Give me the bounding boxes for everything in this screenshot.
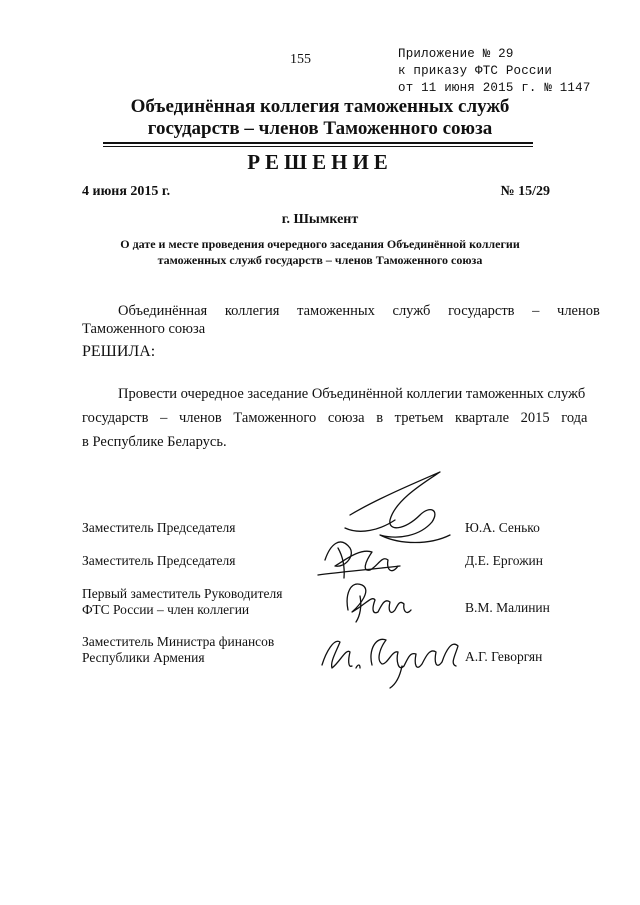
signature-ergozhin bbox=[318, 542, 400, 578]
organization-name-line: государств – членов Таможенного союза bbox=[147, 118, 493, 139]
document-title: РЕШЕНИЕ bbox=[247, 150, 393, 174]
annex-line: Приложение № 29 bbox=[398, 47, 514, 61]
signatory-name: Ю.А. Сенько bbox=[465, 520, 540, 535]
position-line: Заместитель Председателя bbox=[82, 520, 236, 535]
decision-date: 4 июня 2015 г. bbox=[82, 184, 171, 199]
body-paragraph-line: Объединённая коллегия таможенных служб государств – членов bbox=[118, 303, 600, 319]
signatory-name: А.Г. Геворгян bbox=[465, 649, 543, 664]
subject-line: О дате и месте проведения очередного заседания Объединённой коллегии bbox=[120, 237, 520, 251]
annex-line: к приказу ФТС России bbox=[398, 64, 553, 78]
position-line: ФТС России – член коллегии bbox=[82, 602, 250, 617]
decision-number: № 15/29 bbox=[500, 184, 550, 199]
signatory-name: Д.Е. Ергожин bbox=[465, 553, 543, 568]
signature-gevorgyan bbox=[322, 639, 458, 688]
position-line: Заместитель Председателя bbox=[82, 553, 236, 568]
page-number: 155 bbox=[290, 52, 311, 67]
body-paragraph-line: в Республике Беларусь. bbox=[82, 434, 227, 450]
resolved-heading: РЕШИЛА: bbox=[82, 343, 156, 360]
signature-senko bbox=[345, 472, 450, 543]
organization-name-line: Объединённая коллегия таможенных служб bbox=[130, 96, 510, 117]
subject-line: таможенных служб государств – членов Таможенного союза bbox=[157, 253, 483, 267]
signature-malinin bbox=[347, 584, 411, 622]
body-paragraph-line: Провести очередное заседание Объединённой коллегии таможенных служб bbox=[118, 386, 586, 402]
position-line: Первый заместитель Руководителя bbox=[82, 586, 283, 601]
decision-city: г. Шымкент bbox=[281, 212, 359, 227]
body-paragraph-line: государств – членов Таможенного союза в третьем квартале 2015 года bbox=[82, 410, 588, 426]
body-paragraph-line: Таможенного союза bbox=[82, 321, 206, 337]
position-line: Заместитель Министра финансов bbox=[82, 634, 275, 649]
signatory-name: В.М. Малинин bbox=[465, 600, 550, 615]
annex-line: от 11 июня 2015 г. № 1147 bbox=[398, 81, 591, 95]
position-line: Республики Армения bbox=[82, 650, 205, 665]
